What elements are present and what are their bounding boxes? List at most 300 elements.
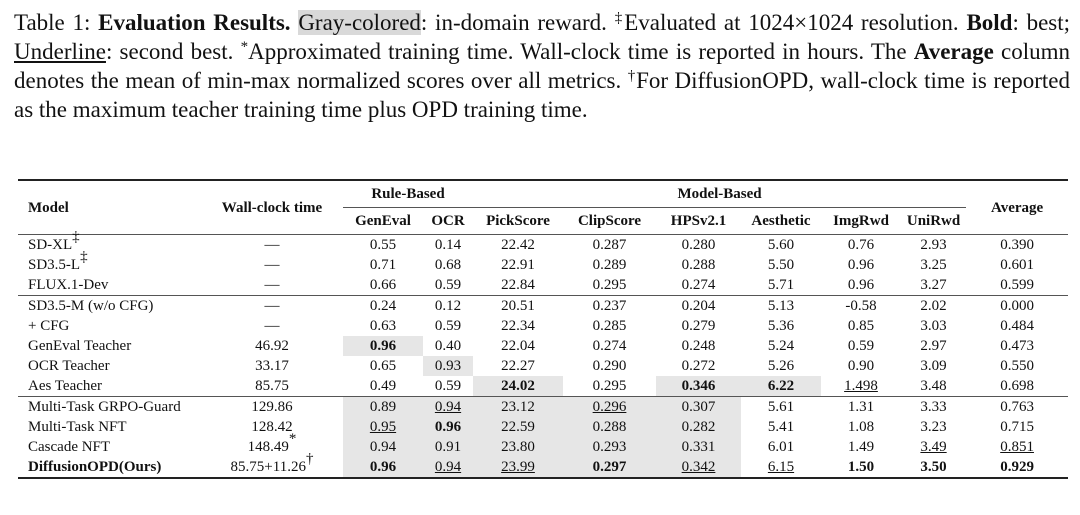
- metric-value: 23.12: [501, 399, 535, 415]
- metric-cell: [473, 417, 563, 437]
- metric-cell: [741, 255, 821, 275]
- underline-desc: : second best.: [105, 39, 234, 64]
- metric-cell: [473, 275, 563, 296]
- metric-value: 0.94: [434, 459, 462, 475]
- metric-cell: [966, 376, 1068, 397]
- model-name: SD-XL: [28, 237, 73, 253]
- metric-value: 0.55: [369, 237, 397, 253]
- metric-cell: [473, 235, 563, 256]
- double-dagger-mark: ‡: [614, 10, 625, 26]
- wallclock-value: 85.75: [255, 378, 289, 394]
- metric-cell: [656, 296, 741, 317]
- wallclock-cell: [201, 417, 343, 437]
- header-geneval: GenEval: [355, 213, 411, 229]
- model-footnote-mark: ‡: [72, 229, 80, 245]
- metric-value: 0.484: [1000, 318, 1034, 334]
- metric-value: 0.272: [681, 358, 716, 374]
- wallclock-cell: [201, 451, 343, 478]
- metric-value: 0.237: [592, 298, 627, 314]
- metric-cell: [343, 397, 423, 418]
- metric-value: 3.09: [920, 358, 947, 374]
- metric-value: 2.93: [920, 237, 947, 253]
- metric-value: 3.33: [920, 399, 947, 415]
- metric-cell: [423, 336, 473, 356]
- metric-cell: [966, 255, 1068, 275]
- metric-value: 5.41: [767, 419, 795, 435]
- model-name: Multi-Task NFT: [28, 419, 127, 435]
- metric-cell: [741, 457, 821, 478]
- model-name: GenEval Teacher: [28, 338, 132, 354]
- model-name: SD3.5-M (w/o CFG): [28, 298, 154, 314]
- metric-value: 23.99: [501, 459, 535, 475]
- metric-value: 0.295: [592, 277, 627, 293]
- metric-value: 3.25: [920, 257, 947, 273]
- metric-value: 5.36: [767, 318, 795, 334]
- metric-cell: [901, 235, 966, 256]
- metric-value: 2.97: [920, 338, 947, 354]
- metric-value: 0.274: [681, 277, 716, 293]
- header-ocr: OCR: [431, 213, 465, 229]
- header-row-groups: [18, 180, 1068, 208]
- metric-value: 0.698: [1000, 378, 1034, 394]
- metric-value: 3.27: [920, 277, 947, 293]
- metric-value: 6.22: [767, 378, 795, 394]
- model-name-cell: [18, 336, 201, 356]
- table-row: [18, 457, 1068, 478]
- metric-value: 0.204: [681, 298, 716, 314]
- metric-cell: [901, 356, 966, 376]
- metric-cell: [966, 336, 1068, 356]
- metric-cell: [966, 417, 1068, 437]
- metric-value: 22.84: [501, 277, 535, 293]
- double-dagger-desc: Evaluated at 1024×1024 resolution.: [624, 10, 959, 35]
- model-name: OCR Teacher: [28, 358, 110, 374]
- metric-cell: [656, 316, 741, 336]
- metric-value: 0.346: [681, 378, 716, 394]
- table-row: [18, 376, 1068, 397]
- metric-cell: [343, 316, 423, 336]
- metric-cell: [563, 336, 656, 356]
- metric-cell: [741, 336, 821, 356]
- metric-cell: [563, 376, 656, 397]
- metric-cell: [901, 316, 966, 336]
- metric-cell: [656, 235, 741, 256]
- metric-value: -0.58: [845, 298, 877, 314]
- model-name: FLUX.1-Dev: [28, 277, 109, 293]
- metric-cell: [656, 255, 741, 275]
- metric-value: 3.49: [920, 439, 947, 455]
- table-row: [18, 417, 1068, 437]
- metric-cell: [563, 275, 656, 296]
- metric-value: 0.96: [369, 338, 397, 354]
- header-unirwd: UniRwd: [906, 213, 961, 229]
- metric-value: 0.93: [434, 358, 462, 374]
- metric-value: 0.40: [434, 338, 462, 354]
- metric-value: 5.24: [767, 338, 795, 354]
- wallclock-cell: [201, 376, 343, 397]
- metric-cell: [821, 235, 901, 256]
- metric-cell: [473, 457, 563, 478]
- model-name-cell: [18, 356, 201, 376]
- bold-desc: : best;: [1012, 10, 1071, 35]
- metric-cell: [473, 296, 563, 317]
- table-row: [18, 275, 1068, 296]
- metric-value: 0.285: [592, 318, 627, 334]
- metric-value: 3.50: [920, 459, 947, 475]
- metric-cell: [473, 437, 563, 457]
- metric-value: 0.59: [434, 318, 462, 334]
- metric-value: 0.599: [1000, 277, 1034, 293]
- metric-value: 0.851: [1000, 439, 1034, 455]
- metric-cell: [741, 296, 821, 317]
- header-clipscore: ClipScore: [577, 213, 642, 229]
- metric-cell: [423, 296, 473, 317]
- wallclock-footnote-mark: *: [288, 431, 297, 447]
- metric-value: 0.14: [434, 237, 462, 253]
- metric-value: 0.59: [847, 338, 875, 354]
- metric-value: 5.71: [767, 277, 795, 293]
- metric-cell: [741, 235, 821, 256]
- metric-cell: [741, 437, 821, 457]
- metric-value: 0.287: [592, 237, 627, 253]
- metric-cell: [423, 235, 473, 256]
- metric-value: 0.473: [1000, 338, 1034, 354]
- wallclock-cell: [201, 397, 343, 418]
- metric-cell: [901, 255, 966, 275]
- metric-value: 0.288: [681, 257, 716, 273]
- metric-cell: [901, 376, 966, 397]
- results-table-wrapper: [18, 179, 1068, 479]
- wallclock-value: 33.17: [255, 358, 289, 374]
- metric-value: 0.289: [592, 257, 627, 273]
- metric-value: 0.94: [369, 439, 397, 455]
- metric-value: 20.51: [501, 298, 535, 314]
- wallclock-value: —: [264, 257, 280, 273]
- dagger-mark: †: [627, 68, 637, 84]
- wallclock-value: —: [264, 237, 280, 253]
- metric-cell: [423, 376, 473, 397]
- metric-cell: [741, 417, 821, 437]
- table-row: [18, 397, 1068, 418]
- metric-value: 0.715: [1000, 419, 1034, 435]
- metric-value: 0.12: [434, 298, 462, 314]
- metric-value: 24.02: [501, 378, 535, 394]
- metric-cell: [563, 397, 656, 418]
- metric-cell: [423, 356, 473, 376]
- metric-cell: [656, 356, 741, 376]
- metric-cell: [966, 296, 1068, 317]
- metric-cell: [821, 376, 901, 397]
- metric-value: 0.342: [681, 459, 716, 475]
- header-wallclock: Wall-clock time: [221, 199, 323, 216]
- header-pickscore: PickScore: [486, 213, 550, 229]
- model-name: Cascade NFT: [28, 439, 111, 455]
- wallclock-cell: [201, 431, 343, 457]
- dagger-desc: For DiffusionOPD, wall-clock time is reported as the maximum teacher training time plus OPD training time.: [14, 68, 1071, 122]
- table-row: [18, 316, 1068, 336]
- model-name: Aes Teacher: [28, 378, 103, 394]
- table-row: [18, 235, 1068, 256]
- metric-cell: [423, 397, 473, 418]
- metric-value: 22.91: [501, 257, 535, 273]
- metric-value: 0.929: [1000, 459, 1034, 475]
- metric-value: 0.279: [681, 318, 716, 334]
- metric-cell: [423, 417, 473, 437]
- metric-cell: [821, 397, 901, 418]
- metric-value: 0.000: [1000, 298, 1034, 314]
- metric-cell: [563, 316, 656, 336]
- metric-cell: [656, 397, 741, 418]
- metric-value: 0.274: [592, 338, 627, 354]
- metric-value: 0.331: [681, 439, 716, 455]
- metric-cell: [966, 275, 1068, 296]
- metric-value: 1.498: [844, 378, 878, 394]
- metric-value: 0.96: [847, 257, 875, 273]
- wallclock-footnote-mark: †: [305, 451, 314, 467]
- metric-cell: [741, 275, 821, 296]
- metric-cell: [563, 235, 656, 256]
- metric-cell: [901, 296, 966, 317]
- metric-value: 0.307: [681, 399, 716, 415]
- metric-cell: [563, 255, 656, 275]
- metric-cell: [473, 336, 563, 356]
- metric-value: 0.295: [592, 378, 627, 394]
- model-name-cell: [18, 275, 201, 296]
- wallclock-cell: [201, 356, 343, 376]
- wallclock-cell: [201, 296, 343, 317]
- wallclock-value: 85.75+11.26: [230, 459, 306, 475]
- metric-cell: [656, 275, 741, 296]
- metric-cell: [343, 356, 423, 376]
- metric-value: 0.96: [369, 459, 397, 475]
- metric-value: 0.290: [592, 358, 627, 374]
- metric-cell: [821, 275, 901, 296]
- model-name-cell: [18, 296, 201, 317]
- metric-value: 0.96: [434, 419, 462, 435]
- metric-value: 0.95: [369, 419, 397, 435]
- model-name-cell: [18, 437, 201, 457]
- header-average: Average: [990, 199, 1044, 216]
- metric-cell: [473, 255, 563, 275]
- metric-value: 5.26: [767, 358, 795, 374]
- metric-cell: [656, 457, 741, 478]
- wallclock-value: —: [264, 277, 280, 293]
- metric-cell: [423, 255, 473, 275]
- wallclock-value: —: [264, 318, 280, 334]
- metric-cell: [343, 275, 423, 296]
- header-model-based: Model-Based: [473, 180, 966, 208]
- metric-value: 0.71: [369, 257, 397, 273]
- metric-cell: [473, 376, 563, 397]
- metric-cell: [563, 356, 656, 376]
- metric-cell: [563, 437, 656, 457]
- metric-value: 1.49: [847, 439, 875, 455]
- metric-cell: [563, 296, 656, 317]
- metric-value: 6.15: [767, 459, 795, 475]
- metric-value: 5.50: [767, 257, 795, 273]
- metric-value: 0.89: [369, 399, 397, 415]
- metric-cell: [343, 457, 423, 478]
- star-mark: *: [240, 39, 249, 55]
- metric-cell: [901, 457, 966, 478]
- wallclock-value: 129.86: [251, 399, 293, 415]
- metric-cell: [821, 316, 901, 336]
- metric-value: 0.288: [592, 419, 627, 435]
- metric-value: 0.280: [681, 237, 716, 253]
- metric-cell: [966, 316, 1068, 336]
- header-imgrwd: ImgRwd: [833, 213, 889, 229]
- gray-desc: : in-domain reward.: [420, 10, 607, 35]
- metric-value: 22.27: [501, 358, 535, 374]
- metric-cell: [656, 376, 741, 397]
- wallclock-value: —: [264, 298, 280, 314]
- header-model: Model: [28, 199, 69, 216]
- metric-value: 6.01: [767, 439, 795, 455]
- metric-cell: [563, 417, 656, 437]
- metric-value: 0.296: [592, 399, 627, 415]
- wallclock-value: 148.49: [247, 439, 289, 455]
- wallclock-cell: [201, 235, 343, 256]
- metric-cell: [343, 255, 423, 275]
- metric-cell: [741, 316, 821, 336]
- table-row: [18, 356, 1068, 376]
- metric-cell: [473, 316, 563, 336]
- table-row: [18, 255, 1068, 275]
- wallclock-cell: [201, 275, 343, 296]
- model-name: DiffusionOPD(Ours): [28, 459, 162, 475]
- header-aesthetic: Aesthetic: [751, 213, 811, 229]
- metric-cell: [821, 296, 901, 317]
- metric-value: 1.08: [847, 419, 875, 435]
- metric-cell: [966, 235, 1068, 256]
- star-desc: Approximated training time. Wall-clock time is reported in hours. The: [248, 39, 907, 64]
- model-name-cell: [18, 376, 201, 397]
- table-row: [18, 437, 1068, 457]
- model-name: SD3.5-L: [28, 257, 81, 273]
- metric-cell: [966, 397, 1068, 418]
- underline-term: Underline: [14, 39, 106, 64]
- table-row: [18, 336, 1068, 356]
- metric-value: 0.90: [847, 358, 875, 374]
- metric-cell: [656, 336, 741, 356]
- gray-term: Gray-colored: [298, 10, 421, 35]
- metric-cell: [343, 336, 423, 356]
- metric-value: 0.297: [592, 459, 627, 475]
- metric-cell: [821, 356, 901, 376]
- metric-value: 22.34: [501, 318, 535, 334]
- metric-cell: [821, 255, 901, 275]
- metric-value: 0.24: [369, 298, 397, 314]
- metric-cell: [563, 457, 656, 478]
- model-name-cell: [18, 316, 201, 336]
- metric-cell: [966, 457, 1068, 478]
- metric-value: 0.65: [369, 358, 397, 374]
- metric-cell: [821, 457, 901, 478]
- metric-cell: [901, 417, 966, 437]
- metric-cell: [423, 316, 473, 336]
- metric-cell: [821, 336, 901, 356]
- metric-value: 0.96: [847, 277, 875, 293]
- wallclock-value: 128.42: [251, 419, 293, 435]
- metric-value: 0.390: [1000, 237, 1034, 253]
- metric-cell: [473, 356, 563, 376]
- metric-cell: [966, 437, 1068, 457]
- wallclock-cell: [201, 255, 343, 275]
- metric-value: 0.763: [1000, 399, 1034, 415]
- metric-value: 0.94: [434, 399, 462, 415]
- metric-cell: [901, 397, 966, 418]
- wallclock-cell: [201, 336, 343, 356]
- metric-cell: [741, 356, 821, 376]
- metric-value: 5.61: [767, 399, 795, 415]
- metric-value: 0.49: [369, 378, 397, 394]
- metric-value: 1.50: [847, 459, 875, 475]
- model-name: + CFG: [28, 318, 70, 334]
- wallclock-cell: [201, 316, 343, 336]
- model-name-cell: [18, 249, 201, 275]
- table-row: [18, 296, 1068, 317]
- metric-cell: [343, 376, 423, 397]
- metric-value: 0.550: [1000, 358, 1034, 374]
- metric-value: 0.76: [847, 237, 875, 253]
- metric-cell: [821, 437, 901, 457]
- metric-cell: [656, 417, 741, 437]
- metric-cell: [343, 235, 423, 256]
- results-body: [18, 229, 1068, 479]
- metric-value: 0.68: [434, 257, 462, 273]
- model-name-cell: [18, 229, 201, 256]
- metric-value: 22.04: [501, 338, 535, 354]
- header-hpsv21: HPSv2.1: [670, 213, 727, 229]
- metric-value: 0.59: [434, 277, 462, 293]
- average-desc: column denotes the mean of min-max normalized scores over all metrics.: [14, 39, 1071, 93]
- metric-value: 22.42: [501, 237, 535, 253]
- metric-value: 0.85: [847, 318, 875, 334]
- metric-value: 0.248: [681, 338, 716, 354]
- model-name-cell: [18, 397, 201, 418]
- metric-value: 3.03: [920, 318, 947, 334]
- model-name-cell: [18, 457, 201, 478]
- metric-cell: [741, 376, 821, 397]
- metric-cell: [423, 275, 473, 296]
- metric-value: 3.48: [920, 378, 947, 394]
- metric-value: 0.66: [369, 277, 397, 293]
- metric-cell: [343, 437, 423, 457]
- table-caption: [14, 8, 1070, 124]
- metric-cell: [966, 356, 1068, 376]
- metric-cell: [901, 275, 966, 296]
- metric-cell: [901, 336, 966, 356]
- metric-cell: [901, 437, 966, 457]
- metric-value: 0.601: [1000, 257, 1034, 273]
- metric-value: 2.02: [920, 298, 947, 314]
- metric-value: 5.60: [767, 237, 795, 253]
- metric-value: 23.80: [501, 439, 535, 455]
- metric-value: 3.23: [920, 419, 947, 435]
- metric-value: 0.91: [434, 439, 462, 455]
- model-footnote-mark: ‡: [80, 249, 88, 265]
- metric-cell: [343, 417, 423, 437]
- caption-title: Evaluation Results.: [98, 10, 291, 35]
- metric-value: 0.293: [592, 439, 627, 455]
- metric-value: 0.59: [434, 378, 462, 394]
- caption-label: Table 1:: [14, 10, 91, 35]
- wallclock-value: 46.92: [255, 338, 289, 354]
- results-table: [18, 179, 1068, 479]
- metric-cell: [821, 417, 901, 437]
- metric-cell: [343, 296, 423, 317]
- metric-cell: [473, 397, 563, 418]
